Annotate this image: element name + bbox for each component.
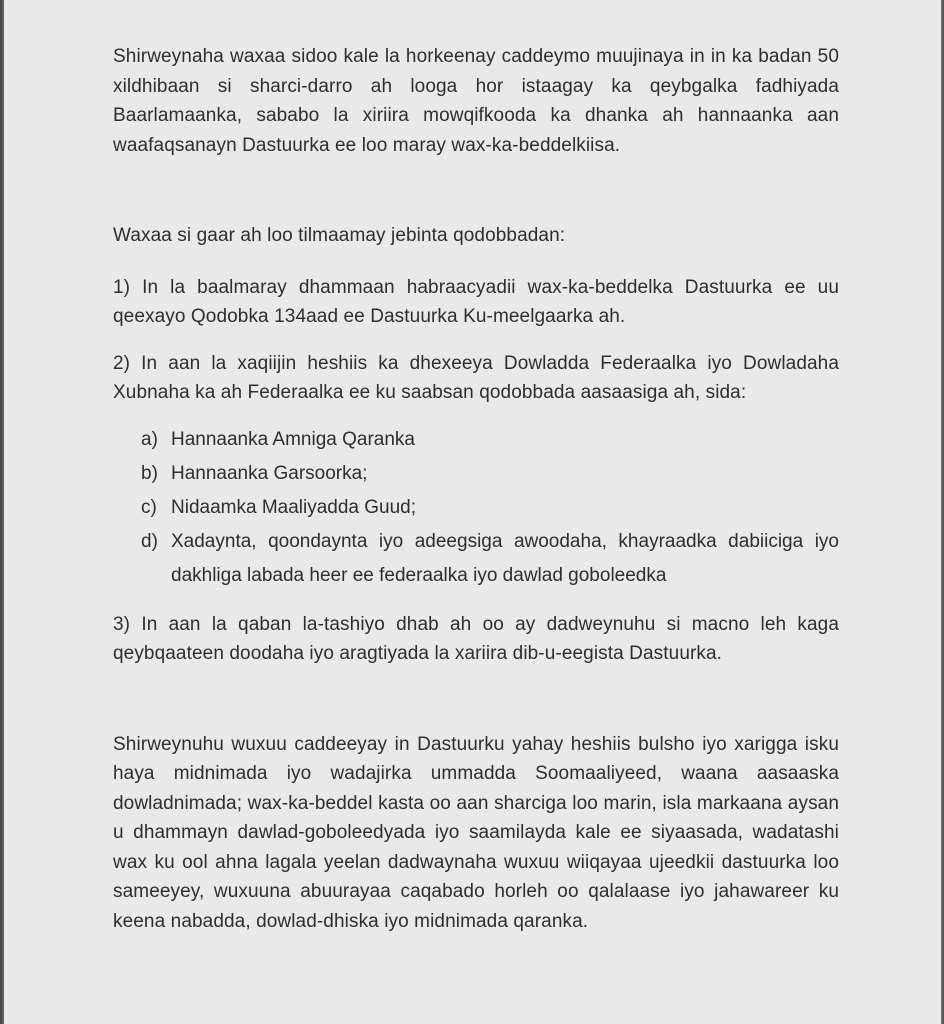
page-left-edge <box>0 0 4 1024</box>
list-item-text: Nidaamka Maaliyadda Guud; <box>171 496 417 518</box>
list-item-text: Hannaanka Garsoorka; <box>171 462 368 484</box>
list-item <box>141 525 839 593</box>
list-item-marker: a) <box>141 428 158 450</box>
numbered-point-3: 3) In aan la qaban la-tashiyo dhab ah oo ay dadweynuhu si macno leh kaga qeybqaateen doodaha iyo aragtiyada la xariira dib-u-eegista Dastuurka. <box>113 613 839 664</box>
list-item-marker: d) <box>141 530 158 552</box>
list-item <box>141 457 839 491</box>
paragraph-evidence: Shirweynaha waxaa sidoo kale la horkeenay caddeymo muujinaya in in ka badan 50 xildhibaan si sharci-darro ah looga hor istaagay ka qeybgalka fadhiyada Baarlamaanka, sababo la xiriira mowqifkooda ka dhanka ah hannaanka aan waafaqsanayn Dastuurka ee loo maray wax-ka-beddelkiisa. <box>113 46 839 156</box>
numbered-point-1: 1) In la baalmaray dhammaan habraacyadii wax-ka-beddelka Dastuurka ee uu qeexayo Qodobka 134aad ee Dastuurka Ku-meelgaarka ah. <box>113 276 839 327</box>
list-item-marker: c) <box>141 496 157 518</box>
sub-point-list <box>113 423 839 593</box>
paragraph-closing: Shirweynuhu wuxuu caddeeyay in Dastuurku yahay heshiis bulsho iyo xarigga isku haya midnimada iyo wadajirka ummadda Soomaaliyeed, waana aasaaska dowladnimada; wax-ka-beddel kasta oo aan sharciga loo marin, isla markaana aysan u dhammayn dawlad-goboleedyada iyo saamilayda kale ee siyaasada, wadatashi wax ku ool ahna lagala yeelan dadwaynaha wuxuu wiiqayaa ujeedkii dastuurka loo sameeyey, wuxuuna abuurayaa caqabado horleh oo qalalaase iyo jahawareer ku keena nabadda, dowlad-dhiska iyo midnimada qaranka. <box>113 733 839 932</box>
paragraph-intro: Waxaa si gaar ah loo tilmaamay jebinta qodobbadan: <box>113 225 566 246</box>
list-item-text: Hannaanka Amniga Qaranka <box>171 428 415 450</box>
list-item <box>141 423 839 457</box>
document-page <box>113 42 839 936</box>
list-item-marker: b) <box>141 462 158 484</box>
list-item <box>141 491 839 525</box>
list-item-text: Xadaynta, qoondaynta iyo adeegsiga awoodaha, khayraadka dabiiciga iyo dakhliga labada heer ee federaalka iyo dawlad goboleedka <box>171 530 839 586</box>
numbered-point-2: 2) In aan la xaqiijin heshiis ka dhexeeya Dowladda Federaalka iyo Dowladaha Xubnaha ka ah Federaalka ee ku saabsan qodobbada aasaasiga ah, sida: <box>113 352 839 403</box>
